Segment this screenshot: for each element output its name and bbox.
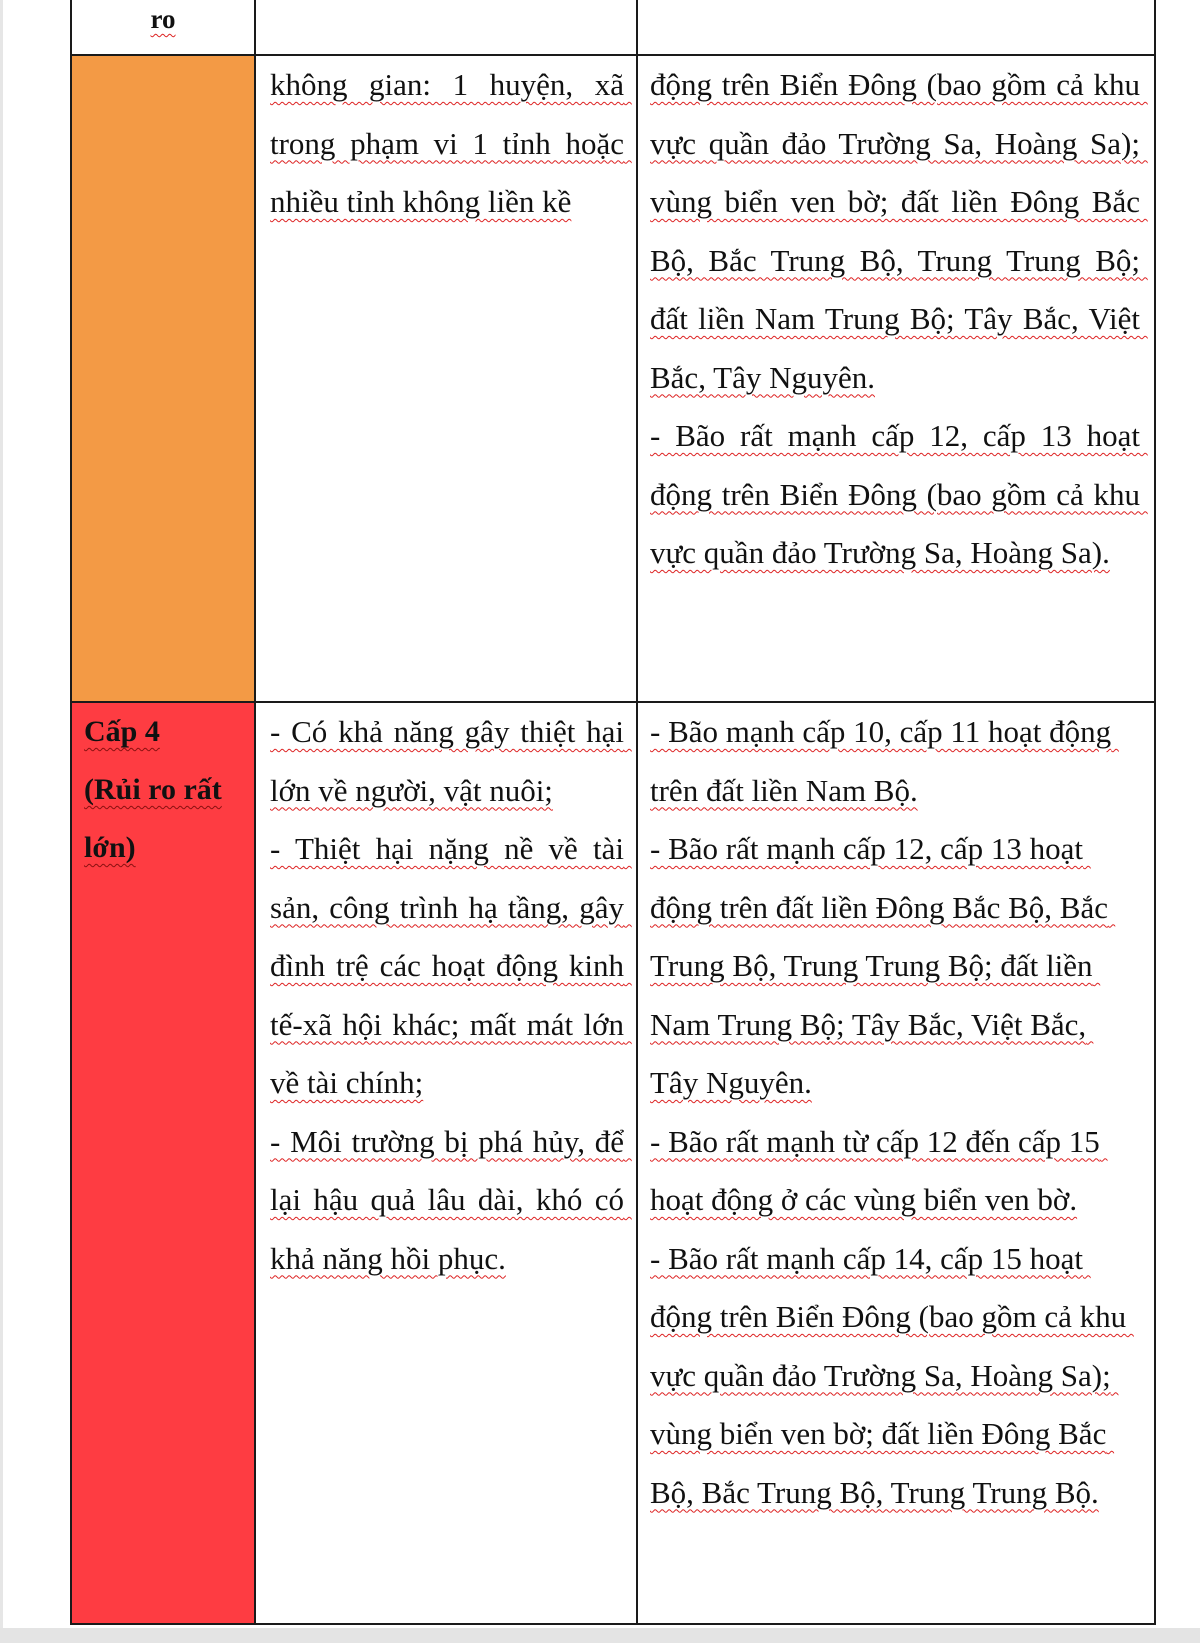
- table-row-top-fragment: [71, 0, 1155, 55]
- level-3-storm-para-2: - Bão rất mạnh cấp 12, cấp 13 hoạt động trên Biển Đông (bao gồm cả khu vực quần đảo Trường Sa, Hoàng Sa).: [650, 418, 1148, 570]
- level-4-label-line-3: lớn): [84, 831, 136, 864]
- level-4-storm-para-1: - Bão mạnh cấp 10, cấp 11 hoạt động trên đất liền Nam Bộ.: [650, 714, 1119, 808]
- level-4-impact-para-3: - Môi trường bị phá hủy, để lại hậu quả lâu dài, khó có khả năng hồi phục.: [270, 1123, 632, 1276]
- cell-level-4-label: [71, 702, 255, 1624]
- page-bottom-edge: [0, 1628, 1200, 1643]
- table-row-level-4: [71, 702, 1155, 1624]
- level-4-impact-para-1: - Có khả năng gây thiệt hại lớn về người, vật nuôi;: [270, 714, 632, 808]
- level-4-impact-para-2: - Thiệt hại nặng nề về tài sản, công trình hạ tầng, gây đình trệ các hoạt động kinh tế-xã hội khác; mất mát lớn về tài chính;: [270, 831, 632, 1100]
- level-4-storm-para-2: - Bão rất mạnh cấp 12, cấp 13 hoạt động trên đất liền Đông Bắc Bộ, Bắc Trung Bộ, Trung Trung Bộ; đất liền Nam Trung Bộ; Tây Bắc, Việt Bắc, Tây Nguyên.: [650, 831, 1116, 1100]
- table-row-level-3: [71, 55, 1155, 702]
- level-4-label-line-1: Cấp 4: [84, 715, 160, 748]
- level-3-impact-text: không gian: 1 huyện, xã trong phạm vi 1 tỉnh hoặc nhiều tỉnh không liền kề: [270, 67, 632, 219]
- level-4-label-line-2: (Rủi ro rất: [84, 773, 222, 806]
- cell-level-4-storm: [637, 702, 1155, 1624]
- risk-level-table: [70, 0, 1156, 1625]
- cell-storm-fragment: [637, 0, 1155, 55]
- level-4-storm-para-4: - Bão rất mạnh cấp 14, cấp 15 hoạt động trên Biển Đông (bao gồm cả khu vực quần đảo Trường Sa, Hoàng Sa); vùng biển ven bờ; đất liền Đông Bắc Bộ, Bắc Trung Bộ, Trung Trung Bộ.: [650, 1240, 1134, 1510]
- cell-level-3-storm: [637, 55, 1155, 702]
- cell-risk-level-fragment: [71, 0, 255, 55]
- level-4-storm-para-3: - Bão rất mạnh từ cấp 12 đến cấp 15 hoạt động ở các vùng biển ven bờ.: [650, 1123, 1108, 1217]
- cell-level-4-impact: [255, 702, 637, 1624]
- page-left-edge: [0, 0, 3, 1643]
- level-3-storm-para-1: động trên Biển Đông (bao gồm cả khu vực quần đảo Trường Sa, Hoàng Sa); vùng biển ven bờ; đất liền Đông Bắc Bộ, Bắc Trung Bộ, Trung Trung Bộ; đất liền Nam Trung Bộ; Tây Bắc, Việt Bắc, Tây Nguyên.: [650, 67, 1148, 395]
- cell-impact-fragment: [255, 0, 637, 55]
- risk-label-fragment: ro: [150, 4, 176, 34]
- cell-level-3-impact: [255, 55, 637, 702]
- cell-level-3-label: [71, 55, 255, 702]
